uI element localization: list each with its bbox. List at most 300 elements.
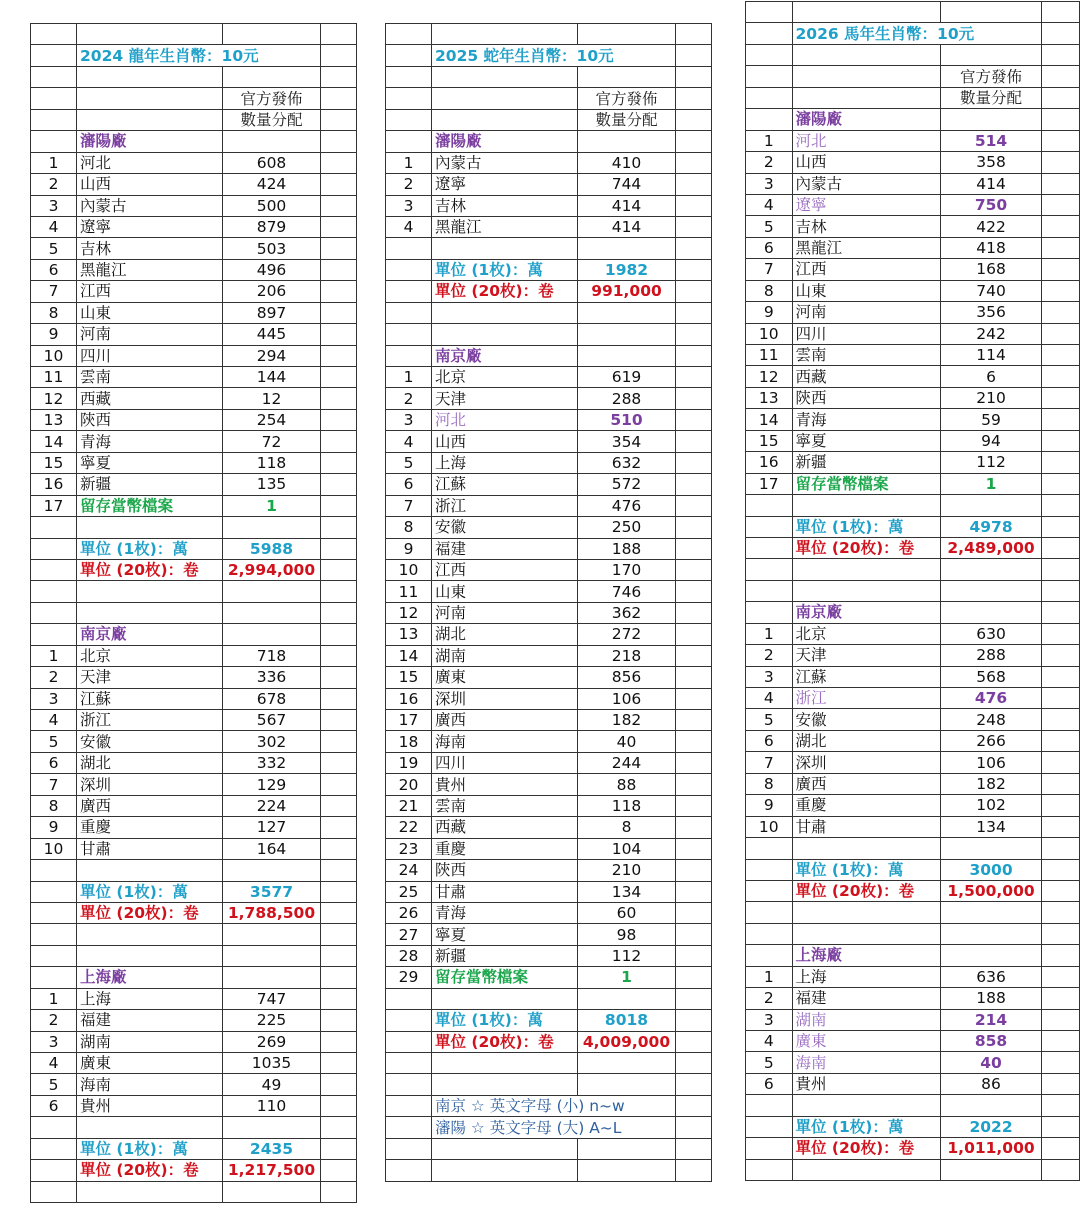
empty-cell [1042,452,1080,473]
empty-cell [321,1074,357,1095]
table-row [746,880,1080,901]
row-number-cell: 3 [746,173,793,194]
empty-cell [676,667,712,688]
region-cell: 貴州 [77,1095,223,1116]
table-row [746,280,1080,301]
region-cell: 黑龍江 [77,259,223,280]
empty-cell [676,174,712,195]
quantity-cell [940,602,1041,623]
table-row [31,1095,357,1116]
region-cell: 甘肅 [792,816,940,837]
unit-roll-label: 單位 (20枚)：卷 [432,1031,578,1052]
row-number-cell [386,302,432,323]
row-number-cell: 5 [746,709,793,730]
empty-cell [1042,1031,1080,1052]
empty-cell [1042,259,1080,280]
row-number-cell [746,66,793,87]
table-row [746,752,1080,773]
empty-cell [321,1181,357,1202]
unit-roll-label: 單位 (20枚)：卷 [77,902,223,923]
empty-cell [676,688,712,709]
empty-cell [321,602,357,623]
region-cell: 福建 [792,988,940,1009]
unit-roll-total: 1,500,000 [940,880,1041,901]
region-cell: 浙江 [792,688,940,709]
quantity-cell [578,131,676,152]
empty-cell [321,624,357,645]
empty-cell [676,452,712,473]
row-number-cell: 1 [746,966,793,987]
empty-cell [321,1010,357,1031]
empty-cell [676,559,712,580]
region-cell: 西藏 [792,366,940,387]
row-number-cell: 3 [746,666,793,687]
unit-single-total: 1982 [578,259,676,280]
quantity-cell [578,238,676,259]
row-number-cell: 1 [746,623,793,644]
empty-cell [321,774,357,795]
empty-cell [1042,688,1080,709]
region-cell: 青海 [77,431,223,452]
region-cell [432,988,578,1009]
table-row [746,430,1080,451]
sheet-title: 2024 龍年生肖幣：10元 [77,45,321,66]
table-row [31,431,357,452]
empty-cell [1042,988,1080,1009]
table-row [31,667,357,688]
table-row [746,44,1080,65]
table-row [31,195,357,216]
empty-cell [321,495,357,516]
row-number-cell: 13 [386,624,432,645]
table-row [386,688,712,709]
row-number-cell: 10 [746,323,793,344]
row-number-cell [386,24,432,45]
empty-cell [676,474,712,495]
quantity-cell: 362 [578,602,676,623]
region-cell [77,1181,223,1202]
quantity-cell: 170 [578,559,676,580]
row-number-cell [746,44,793,65]
row-number-cell: 26 [386,902,432,923]
quantity-cell: 98 [578,924,676,945]
empty-cell [676,152,712,173]
region-cell: 海南 [792,1052,940,1073]
table-row [386,581,712,602]
empty-cell [1042,580,1080,601]
table-row [31,602,357,623]
table-row [746,773,1080,794]
empty-cell [676,860,712,881]
table-row [31,238,357,259]
region-cell [792,838,940,859]
row-number-cell: 6 [31,1095,77,1116]
row-number-cell: 2 [31,1010,77,1031]
empty-cell [676,774,712,795]
region-cell: 陝西 [792,387,940,408]
empty-cell [1042,152,1080,173]
quantity-cell [940,495,1041,516]
table-row [386,195,712,216]
mint-factory-header: 瀋陽廠 [792,109,940,130]
row-number-cell [386,109,432,130]
quantity-cell [578,1053,676,1074]
table-row [386,345,712,366]
empty-cell [321,817,357,838]
column-header: 官方發佈 [578,88,676,109]
table-row [386,1053,712,1074]
row-number-cell [746,1095,793,1116]
row-number-cell [746,495,793,516]
unit-roll-total: 4,009,000 [578,1031,676,1052]
table-row [386,1095,712,1116]
region-cell: 青海 [432,902,578,923]
quantity-cell: 8 [578,817,676,838]
table-row [386,131,712,152]
table-row [31,495,357,516]
quantity-cell: 112 [578,945,676,966]
row-number-cell [386,259,432,280]
empty-cell [1042,387,1080,408]
quantity-cell [940,1159,1041,1180]
empty-cell [321,667,357,688]
row-number-cell [386,238,432,259]
empty-cell [1042,902,1080,923]
row-number-cell [746,109,793,130]
unit-single-label: 單位 (1枚)：萬 [792,516,940,537]
empty-cell [321,838,357,859]
empty-cell [1042,216,1080,237]
region-cell [792,902,940,923]
mint-factory-header: 瀋陽廠 [77,131,223,152]
region-cell [77,517,223,538]
empty-cell [1042,66,1080,87]
empty-cell [321,24,357,45]
unit-roll-label: 單位 (20枚)：卷 [77,559,223,580]
empty-cell [321,195,357,216]
empty-cell [1042,280,1080,301]
empty-cell [676,1074,712,1095]
empty-cell [321,174,357,195]
empty-cell [676,259,712,280]
region-cell: 北京 [77,645,223,666]
empty-cell [321,945,357,966]
table-row [746,666,1080,687]
empty-cell [321,517,357,538]
empty-cell [321,281,357,302]
row-number-cell [746,602,793,623]
row-number-cell [746,838,793,859]
row-number-cell: 5 [746,216,793,237]
quantity-cell: 750 [940,194,1041,215]
row-number-cell [31,66,77,87]
table-row [746,1073,1080,1094]
quantity-cell: 740 [940,280,1041,301]
empty-cell [1042,559,1080,580]
table-row [31,731,357,752]
quantity-cell: 747 [223,988,321,1009]
quantity-cell: 414 [940,173,1041,194]
quantity-cell: 118 [578,795,676,816]
row-number-cell: 12 [746,366,793,387]
empty-cell [321,752,357,773]
table-row [746,66,1080,87]
row-number-cell [31,109,77,130]
row-number-cell: 7 [746,259,793,280]
row-number-cell [386,988,432,1009]
empty-cell [1042,1073,1080,1094]
empty-cell [676,731,712,752]
table-row [386,838,712,859]
row-number-cell: 12 [31,388,77,409]
row-number-cell: 4 [31,1053,77,1074]
region-cell: 安徽 [792,709,940,730]
quantity-cell: 110 [223,1095,321,1116]
region-cell: 天津 [432,388,578,409]
mint-mark-note: 瀋陽 ☆ 英文字母 (大) A~L [432,1117,676,1138]
unit-single-label: 單位 (1枚)：萬 [432,259,578,280]
row-number-cell: 3 [386,195,432,216]
region-cell: 天津 [77,667,223,688]
row-number-cell [746,537,793,558]
quantity-cell [940,838,1041,859]
region-cell: 安徽 [432,517,578,538]
empty-cell [1042,109,1080,130]
table-row [746,130,1080,151]
region-cell: 遼寧 [792,194,940,215]
row-number-cell: 16 [746,452,793,473]
quantity-cell: 60 [578,902,676,923]
column-header: 數量分配 [223,109,321,130]
quantity-cell: 356 [940,302,1041,323]
table-row [746,366,1080,387]
table-row [746,345,1080,366]
table-row [386,517,712,538]
quantity-cell [940,2,1041,23]
empty-cell [676,710,712,731]
table-row [746,559,1080,580]
row-number-cell: 2 [31,174,77,195]
quantity-cell: 86 [940,1073,1041,1094]
table-row [746,1031,1080,1052]
region-cell: 河南 [77,324,223,345]
table-row [31,581,357,602]
empty-cell [676,1053,712,1074]
unit-roll-label: 單位 (20枚)：卷 [77,1160,223,1181]
quantity-cell [223,945,321,966]
quantity-cell: 269 [223,1031,321,1052]
row-number-cell: 12 [386,602,432,623]
row-number-cell [31,1160,77,1181]
empty-cell [321,795,357,816]
table-row [386,152,712,173]
table-row [386,259,712,280]
region-cell: 新疆 [792,452,940,473]
unit-single-label: 單位 (1枚)：萬 [792,859,940,880]
table-row [386,24,712,45]
quantity-cell: 59 [940,409,1041,430]
table-row [31,1074,357,1095]
table-row [746,645,1080,666]
empty-cell [1042,795,1080,816]
sheet-2024-dragon [30,23,357,1203]
row-number-cell: 1 [386,152,432,173]
quantity-cell: 242 [940,323,1041,344]
empty-cell [676,66,712,87]
table-row [31,645,357,666]
empty-cell [321,367,357,388]
row-number-cell [746,1159,793,1180]
row-number-cell: 4 [746,1031,793,1052]
empty-cell [321,302,357,323]
region-cell: 陝西 [77,409,223,430]
region-cell: 四川 [792,323,940,344]
row-number-cell: 4 [746,688,793,709]
region-cell: 山東 [77,302,223,323]
row-number-cell: 25 [386,881,432,902]
row-number-cell: 5 [31,1074,77,1095]
empty-cell [1042,194,1080,215]
empty-cell [676,602,712,623]
row-number-cell: 14 [386,645,432,666]
quantity-cell: 182 [940,773,1041,794]
table-row [746,795,1080,816]
empty-cell [676,495,712,516]
quantity-cell: 718 [223,645,321,666]
unit-roll-total: 1,217,500 [223,1160,321,1181]
region-cell: 雲南 [77,367,223,388]
quantity-cell: 104 [578,838,676,859]
quantity-cell: 567 [223,710,321,731]
empty-cell [321,559,357,580]
row-number-cell: 17 [386,710,432,731]
empty-cell [1042,302,1080,323]
row-number-cell [31,902,77,923]
row-number-cell [386,131,432,152]
quantity-cell: 510 [578,409,676,430]
empty-cell [1042,237,1080,258]
region-cell [432,88,578,109]
quantity-cell: 288 [578,388,676,409]
quantity-cell: 214 [940,1009,1041,1030]
row-number-cell: 21 [386,795,432,816]
region-cell [792,2,940,23]
empty-cell [321,474,357,495]
row-number-cell: 7 [386,495,432,516]
table-row [746,109,1080,130]
empty-cell [1042,838,1080,859]
empty-cell [321,1095,357,1116]
region-cell: 北京 [432,367,578,388]
table-row [31,131,357,152]
row-number-cell: 5 [746,1052,793,1073]
row-number-cell: 10 [386,559,432,580]
table-row [31,174,357,195]
table-row [31,345,357,366]
quantity-cell [223,860,321,881]
table-row [386,795,712,816]
row-number-cell: 2 [746,645,793,666]
table-row [31,881,357,902]
row-number-cell [746,87,793,108]
table-row [31,967,357,988]
empty-cell [1042,1138,1080,1159]
row-number-cell [746,902,793,923]
region-cell [77,109,223,130]
region-cell: 山東 [792,280,940,301]
region-cell: 江蘇 [792,666,940,687]
table-row [386,860,712,881]
region-cell: 廣東 [432,667,578,688]
quantity-cell: 188 [940,988,1041,1009]
region-cell: 重慶 [792,795,940,816]
empty-cell [321,1160,357,1181]
quantity-cell [940,902,1041,923]
mint-factory-header: 上海廠 [77,967,223,988]
region-cell: 河北 [792,130,940,151]
empty-cell [321,216,357,237]
region-cell [432,1074,578,1095]
empty-cell [676,367,712,388]
region-cell: 西藏 [77,388,223,409]
row-number-cell: 1 [386,367,432,388]
row-number-cell: 2 [386,174,432,195]
row-number-cell: 14 [746,409,793,430]
empty-cell [1042,859,1080,880]
quantity-cell: 858 [940,1031,1041,1052]
table-row [31,474,357,495]
empty-cell [1042,1095,1080,1116]
table-row [746,23,1080,44]
row-number-cell: 16 [31,474,77,495]
empty-cell [676,795,712,816]
empty-cell [321,45,357,66]
row-number-cell: 9 [746,302,793,323]
table-row [746,709,1080,730]
empty-cell [1042,1159,1080,1180]
quantity-cell [223,131,321,152]
region-cell [432,302,578,323]
region-cell [77,88,223,109]
mint-factory-header: 瀋陽廠 [432,131,578,152]
region-cell: 湖北 [77,752,223,773]
empty-cell [1042,1052,1080,1073]
sheet-title: 2026 馬年生肖幣：10元 [792,23,1042,44]
quantity-cell: 897 [223,302,321,323]
row-number-cell [31,1117,77,1138]
quantity-cell [578,345,676,366]
quantity-cell: 225 [223,1010,321,1031]
retained-archive-value: 1 [578,967,676,988]
unit-single-total: 3577 [223,881,321,902]
empty-cell [1042,366,1080,387]
empty-cell [676,281,712,302]
table-row [746,602,1080,623]
empty-cell [1042,1009,1080,1030]
table-row [386,452,712,473]
table-row [31,1138,357,1159]
mint-factory-header: 南京廠 [432,345,578,366]
row-number-cell: 5 [386,452,432,473]
region-cell: 重慶 [77,817,223,838]
region-cell: 內蒙古 [432,152,578,173]
row-number-cell [386,1138,432,1159]
unit-roll-total: 1,788,500 [223,902,321,923]
region-cell [77,924,223,945]
quantity-cell: 188 [578,538,676,559]
region-cell: 深圳 [77,774,223,795]
empty-cell [321,1053,357,1074]
